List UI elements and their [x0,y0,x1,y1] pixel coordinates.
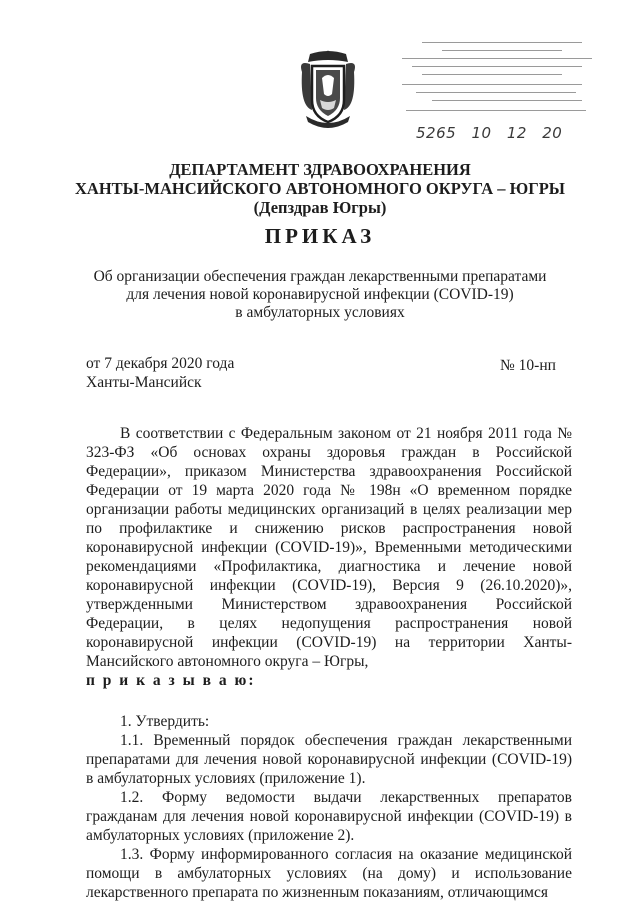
document-number: № 10-нп [500,357,556,374]
registration-stamp [392,38,602,148]
order-word: п р и к а з ы в а ю: [86,672,256,689]
document-date: от 7 декабря 2020 года [86,355,235,372]
document-city: Ханты-Мансийск [86,374,202,391]
item-1-1: 1.1. Временный порядок обеспечения граждан лекарственными препаратами для лечения новой коронавирусной инфекции (COVID-19) в амбулаторных условиях (приложение 1). [86,732,572,787]
preamble-paragraph: В соответствии с Федеральным законом от 21 ноября 2011 года № 323-ФЗ «Об основах охраны здоровья граждан в Российской Федерации», приказом Министерства здравоохранения Российской Федерации от 19 марта 2020 года № 198н «О временном порядке организации работы медицинских организаций в целях реализации мер по профилактике и снижению рисков распространения новой коронавирусной инфекции (COVID-19)», Временными методическими рекомендациями «Профилактика, диагностика и лечение новой коронавирусной инфекции (COVID-19), Версия 9 (26.10.2020)», утвержденными Министерством здравоохранения Российской Федерации, в целях недопущения распространения новой коронавирусной инфекции (COVID-19) на территории Ханты-Мансийского автономного округа – Югры, [86,425,572,670]
department-name-line2: ХАНТЫ-МАНСИЙСКОГО АВТОНОМНОГО ОКРУГА – ЮГРЫ [75,179,565,198]
registration-number: 5265 10 12 20 [416,124,563,142]
department-name-line1: ДЕПАРТАМЕНТ ЗДРАВООХРАНЕНИЯ [169,160,471,179]
item-1-2: 1.2. Форму ведомости выдачи лекарственных препаратов гражданам для лечения новой коронавирусной инфекции (COVID-19) в амбулаторных условиях (приложение 2). [86,789,572,844]
document-title: ПРИКАЗ [264,224,376,248]
item-1-3: 1.3. Форму информированного согласия на оказание медицинской помощи в амбулаторных условиях (на дому) и использование лекарственного препарата по жизненным показаниям, отличающимся [86,846,572,901]
document-body [86,424,572,902]
subject-line2: для лечения новой коронавирусной инфекции (COVID-19) [126,286,514,303]
coat-of-arms-icon [296,50,360,130]
subject-line3: в амбулаторных условиях [235,304,405,321]
item-1: 1. Утвердить: [120,713,210,730]
subject-line1: Об организации обеспечения граждан лекарственными препаратами [93,268,547,285]
department-short-name: (Депздрав Югры) [253,198,387,217]
